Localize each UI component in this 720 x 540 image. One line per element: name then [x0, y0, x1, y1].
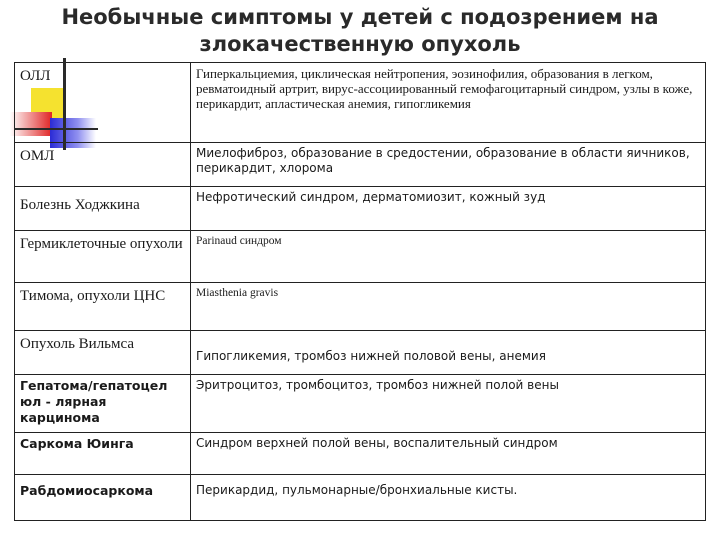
symptoms-cell: Перикардид, пульмонарные/бронхиальные кисты.	[191, 475, 706, 521]
tumor-name-cell: Опухоль Вильмса	[15, 331, 191, 375]
table-row	[15, 187, 706, 231]
symptoms-cell: Эритроцитоз, тромбоцитоз, тромбоз нижней полой вены	[191, 375, 706, 433]
table-row	[15, 231, 706, 283]
decor-vertical-line	[63, 58, 66, 150]
tumor-name-cell: Рабдомиосаркома	[15, 475, 191, 521]
symptoms-cell: Miasthenia gravis	[191, 283, 706, 331]
tumor-name-cell: Тимома, опухоли ЦНС	[15, 283, 191, 331]
table-row	[15, 475, 706, 521]
symptoms-cell: Parinaud синдром	[191, 231, 706, 283]
table-row	[15, 375, 706, 433]
symptoms-cell: Гиперкальциемия, циклическая нейтропения, эозинофилия, образования в легком, ревматоидный артрит, вирус-ассоциированный гемофагоцитарный синдром, узлы в коже, перикардит, апластическая анемия, гипогликемия	[191, 63, 706, 143]
tumor-name-cell: Болезнь Ходжкина	[15, 187, 191, 231]
title-line-1: Необычные симптомы у детей с подозрением на	[61, 5, 659, 29]
table-row	[15, 283, 706, 331]
symptoms-cell: Миелофиброз, образование в средостении, образование в области яичников, перикардит, хлорома	[191, 143, 706, 187]
tumor-name-cell: ОМЛ	[15, 143, 191, 187]
symptoms-cell: Синдром верхней полой вены, воспалительный синдром	[191, 433, 706, 475]
table-row	[15, 143, 706, 187]
title-line-2: злокачественную опухоль	[199, 32, 521, 56]
table-row	[15, 433, 706, 475]
slide-title	[40, 4, 680, 58]
tumor-name-cell: Гермиклеточные опухоли	[15, 231, 191, 283]
table-row	[15, 331, 706, 375]
symptoms-cell: Гипогликемия, тромбоз нижней половой вены, анемия	[191, 331, 706, 375]
tumor-name-cell: Саркома Юинга	[15, 433, 191, 475]
tumor-name-cell: Гепатома/гепатоцел юл - лярная карцинома	[15, 375, 191, 433]
table-row	[15, 63, 706, 143]
symptoms-table	[14, 62, 706, 521]
tumor-name-cell: ОЛЛ	[15, 63, 191, 143]
decor-horizontal-line	[14, 128, 98, 130]
symptoms-cell: Нефротический синдром, дерматомиозит, кожный зуд	[191, 187, 706, 231]
